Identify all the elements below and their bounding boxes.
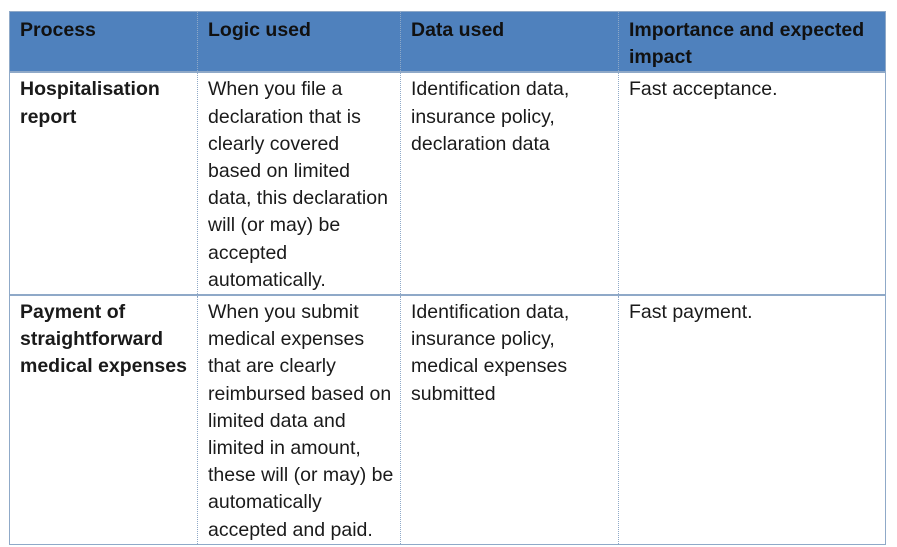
header-row [10,12,886,73]
process-cell: Hospitalisation report [10,72,198,295]
process-table [9,11,886,545]
impact-cell: Fast acceptance. [619,72,886,295]
header-importance-impact: Importance and expected impact [619,12,886,73]
data-cell: Identification data, insurance policy, declaration data [401,72,619,295]
impact-cell: Fast payment. [619,295,886,544]
process-cell: Payment of straightforward medical expenses [10,295,198,544]
table-row [10,295,886,544]
header-process: Process [10,12,198,73]
header-data-used: Data used [401,12,619,73]
data-cell: Identification data, insurance policy, medical expenses submitted [401,295,619,544]
table-row [10,72,886,295]
header-logic-used: Logic used [198,12,401,73]
logic-cell: When you file a declaration that is clearly covered based on limited data, this declaration will (or may) be accepted automatically. [198,72,401,295]
logic-cell: When you submit medical expenses that are clearly reimbursed based on limited data and limited in amount, these will (or may) be automatically accepted and paid. [198,295,401,544]
